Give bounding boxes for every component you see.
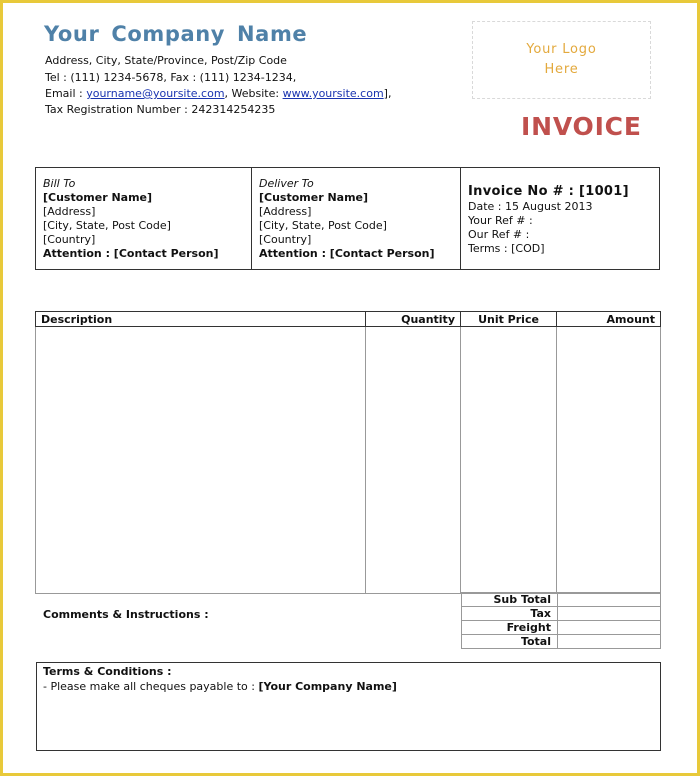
bill-to-name: [Customer Name]: [43, 191, 153, 204]
terms-company-name: [Your Company Name]: [258, 680, 397, 693]
logo-placeholder: [472, 21, 651, 99]
deliver-to-country: [Country]: [259, 233, 312, 246]
table-row: [36, 327, 661, 594]
website-label: , Website:: [224, 87, 283, 100]
deliver-to-section: [252, 168, 461, 269]
unit-price-cell[interactable]: [461, 327, 557, 594]
total-label: Total: [462, 635, 558, 649]
invoice-details-section: [461, 168, 659, 269]
company-address: Address, City, State/Province, Post/Zip Code: [45, 54, 287, 67]
logo-text-line1: Your Logo: [526, 42, 597, 57]
deliver-to-address: [Address]: [259, 205, 312, 218]
company-contact-line: [45, 86, 391, 102]
bill-to-city: [City, State, Post Code]: [43, 219, 171, 232]
website-suffix: ],: [383, 87, 392, 100]
bill-to-address: [Address]: [43, 205, 96, 218]
column-header-description: Description: [36, 312, 366, 327]
tax-registration: Tax Registration Number : 242314254235: [45, 103, 276, 116]
table-row: [462, 635, 661, 649]
logo-text-line2: Here: [544, 62, 579, 77]
total-value[interactable]: [558, 635, 661, 649]
comments-label: Comments & Instructions :: [43, 608, 209, 621]
deliver-to-heading: Deliver To: [259, 177, 314, 190]
bill-to-attention: Attention : [Contact Person]: [43, 247, 219, 260]
line-items-table: [35, 311, 661, 594]
freight-value[interactable]: [558, 621, 661, 635]
quantity-cell[interactable]: [366, 327, 461, 594]
invoice-info-table: [35, 167, 660, 270]
email-label: Email :: [45, 87, 87, 100]
our-ref: Our Ref # :: [468, 228, 530, 241]
freight-label: Freight: [462, 621, 558, 635]
tax-value[interactable]: [558, 607, 661, 621]
bill-to-country: [Country]: [43, 233, 96, 246]
terms-heading: Terms & Conditions :: [43, 665, 172, 678]
deliver-to-attention: Attention : [Contact Person]: [259, 247, 435, 260]
description-cell[interactable]: [36, 327, 366, 594]
invoice-date: Date : 15 August 2013: [468, 200, 593, 213]
invoice-title: INVOICE: [521, 112, 642, 141]
terms-box: [36, 662, 661, 751]
terms-line-text: - Please make all cheques payable to :: [43, 680, 259, 693]
website-link[interactable]: www.yoursite.com: [282, 87, 384, 100]
email-link[interactable]: yourname@yoursite.com: [86, 87, 225, 100]
tax-label: Tax: [462, 607, 558, 621]
deliver-to-city: [City, State, Post Code]: [259, 219, 387, 232]
company-name: Your Company Name: [44, 22, 308, 46]
payment-terms: Terms : [COD]: [468, 242, 545, 255]
totals-table: [461, 592, 661, 649]
bill-to-heading: Bill To: [43, 177, 76, 190]
column-header-unit-price: Unit Price: [461, 312, 557, 327]
table-row: [462, 621, 661, 635]
column-header-amount: Amount: [557, 312, 661, 327]
amount-cell[interactable]: [557, 327, 661, 594]
company-phone: Tel : (111) 1234-5678, Fax : (111) 1234-1234,: [45, 71, 297, 84]
invoice-number: Invoice No # : [1001]: [468, 184, 629, 199]
your-ref: Your Ref # :: [468, 214, 533, 227]
sub-total-label: Sub Total: [462, 593, 558, 607]
terms-line: [43, 679, 654, 694]
deliver-to-name: [Customer Name]: [259, 191, 369, 204]
bill-to-section: [36, 168, 252, 269]
table-row: [462, 593, 661, 607]
sub-total-value[interactable]: [558, 593, 661, 607]
table-row: [462, 607, 661, 621]
column-header-quantity: Quantity: [366, 312, 461, 327]
